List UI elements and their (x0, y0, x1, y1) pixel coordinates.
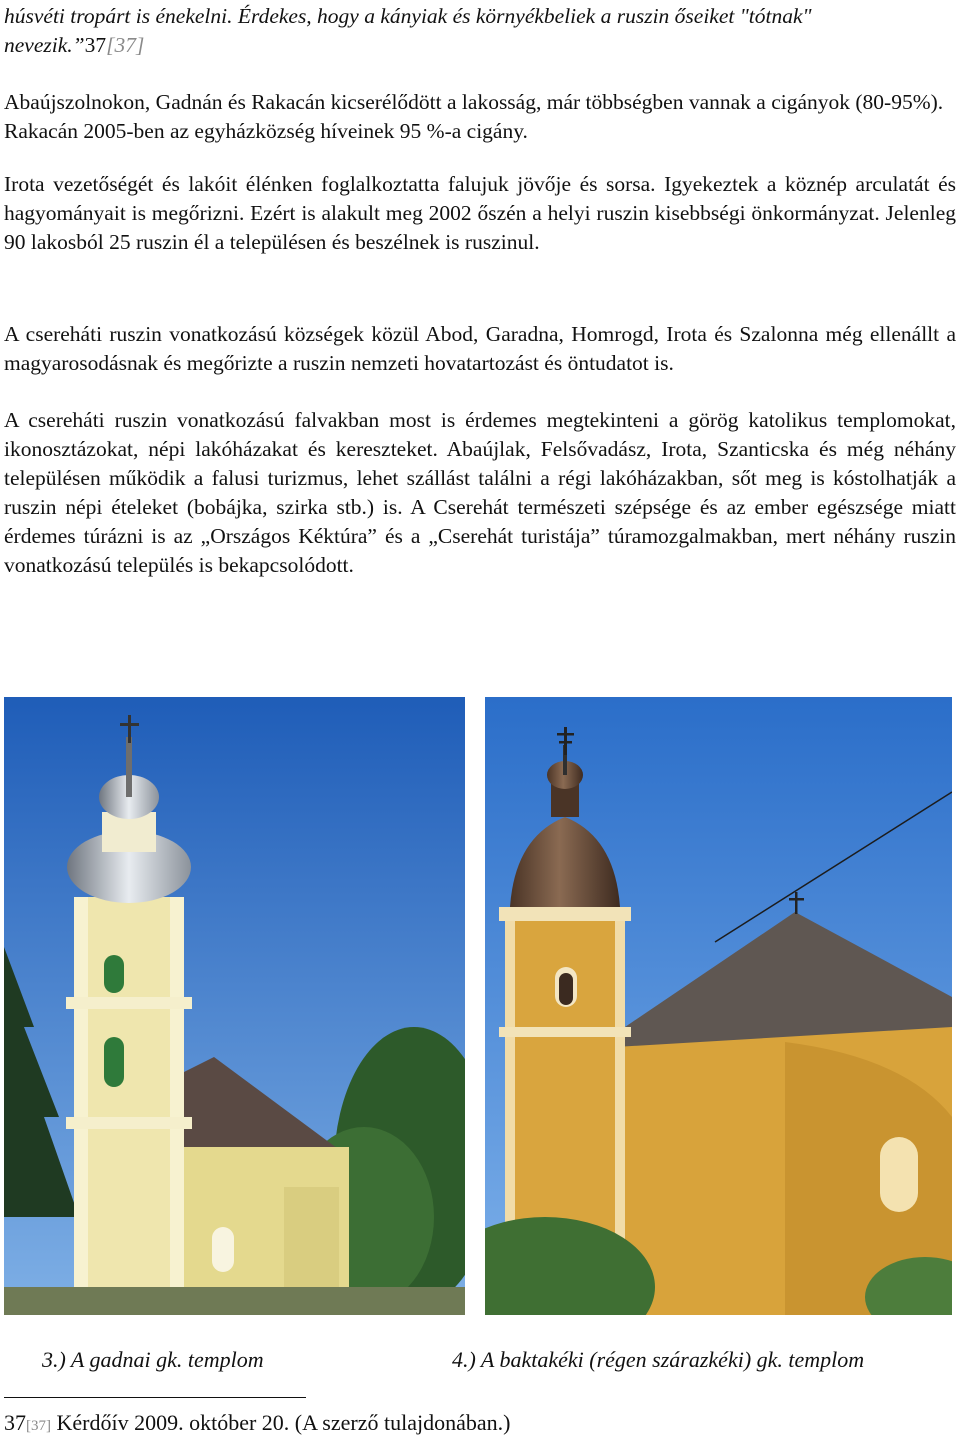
paragraph-population: Abaújszolnokon, Gadnán és Rakacán kicserélődött a lakosság, már többségben vannak a cigányok (80-95%). Rakacán 2005-ben az egyházközség híveinek 95 %-a cigány. (4, 90, 944, 143)
paragraph-tourism: A csereháti ruszin vonatkozású falvakban most is érdemes megtekinteni a görög katolikus templomokat, ikonosztázokat, népi lakóházakat és kereszteket. Abaújlak, Felsővadász, Irota, Szanticska és még néhány településen működik a falusi turizmus, lehet szállást találni a régi lakóházakban, sőt meg is kóstolhatják a ruszin népi ételeket (bobájka, szirka stb.) is. A Cserehát természeti szépsége és az ember egészsége miatt érdemes túrázni is az „Országos Kéktúra” és a „Cserehát turistája” túramozgalmakban, mert néhány ruszin vonatkozású település is bekapcsolódott. (4, 408, 956, 577)
footnote-bracket: [37] (26, 1418, 51, 1434)
caption-gadna: 3.) A gadnai gk. templom (42, 1347, 264, 1372)
church-gadna-illustration (4, 697, 465, 1315)
paragraph-irota: Irota vezetőségét és lakóit élénken foglalkoztatta falujuk jövője és sorsa. Igyekeztek a köznép arculatát és hagyományait is megőrizni. Ezért is alakult meg 2002 őszén a helyi ruszin kisebbségi önkormányzat. Jelenleg 90 lakosból 25 ruszin él a településen és beszélnek is ruszinul. (4, 172, 956, 254)
paragraph-villages: A csereháti ruszin vonatkozású községek közül Abod, Garadna, Homrogd, Irota és Szalonna még ellenállt a magyarosodásnak és megőrizte a ruszin nemzeti hovatartozást és öntudatot is. (4, 322, 956, 375)
church-photo-gadna (4, 697, 465, 1315)
italic-quote: húsvéti tropárt is énekelni. Érdekes, hogy a kányiak és környékbeliek a ruszin őseiket "tótnak" nevezik.” (4, 4, 812, 57)
footnote-divider (4, 1397, 306, 1398)
footnote-text: Kérdőív 2009. október 20. (A szerző tulajdonában.) (51, 1410, 511, 1435)
church-baktakek-illustration (485, 697, 952, 1315)
footnote (4, 1408, 510, 1441)
footnote-number: 37 (4, 1410, 26, 1435)
church-photo-baktakek (485, 697, 952, 1315)
reference-number: 37 (84, 33, 107, 57)
caption-baktakek: 4.) A baktakéki (régen szárazkéki) gk. templom (452, 1347, 865, 1372)
reference-bracket: [37] (106, 33, 145, 57)
paragraph-intro (4, 2, 956, 60)
